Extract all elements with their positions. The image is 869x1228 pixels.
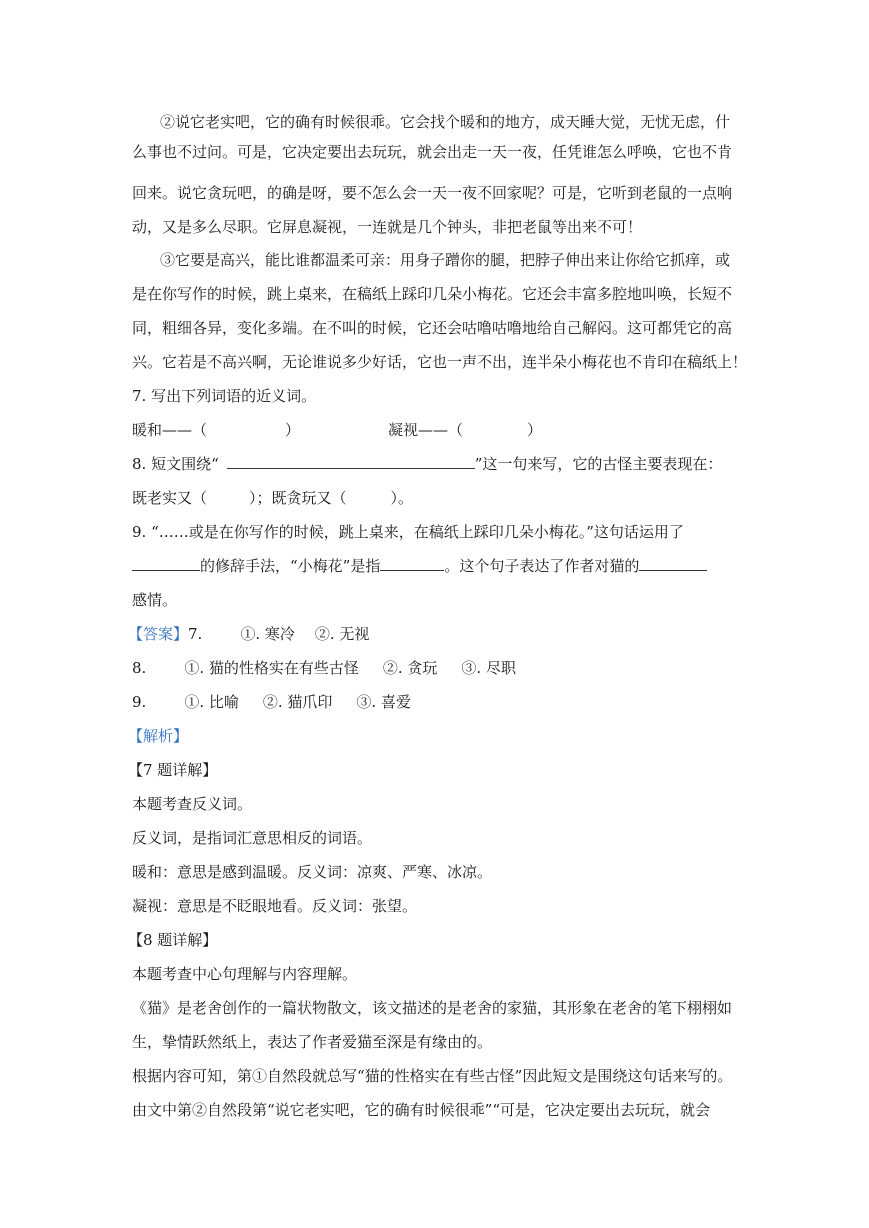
answer-9-3: ③. 喜爱 (356, 693, 411, 711)
answer-9-2: ②. 猫爪印 (262, 693, 333, 711)
answer-8-number: 8. (132, 659, 147, 677)
q9-blank-2 (380, 556, 444, 571)
q9-part-a: 的修辞手法，“小梅花”是指 (200, 557, 381, 575)
passage-p2-line-4: 动，又是多么尽职。它屏息凝视，一连就是几个钟头，非把老鼠等出来不可！ (132, 218, 643, 236)
answer-7 (128, 624, 742, 644)
question-9-line-3: 感情。 (132, 591, 178, 609)
answer-7-2: ②. 无视 (314, 625, 370, 643)
q9-blank-1 (132, 556, 200, 571)
answer-tag: 【答案】 (128, 625, 189, 643)
analysis-8-line-3: 生，挚情跃然纸上，表达了作者爱猫至深是有缘由的。 (132, 1033, 493, 1051)
question-9: 9. “……或是在你写作的时候，跳上桌来，在稿纸上踩印几朵小梅花。”这句话运用了 (132, 523, 684, 541)
analysis-tag: 【解析】 (128, 727, 189, 745)
analysis-8-line-5: 由文中第②自然段第“说它老实吧，它的确有时候很乖”“可是，它决定要出去玩玩，就会 (132, 1101, 711, 1119)
q7-item-b-close: ） (527, 421, 543, 439)
analysis-8-line-2: 《猫》是老舍创作的一篇状物散文，该文描述的是老舍的家猫，其形象在老舍的笔下栩栩如 (132, 999, 733, 1017)
passage-p3-line-3: 同，粗细各异，变化多端。在不叫的时候，它还会咕噜咕噜地给自己解闷。这可都凭它的高 (132, 319, 733, 337)
q9-part-b: 。这个句子表达了作者对猫的 (444, 557, 640, 575)
q7-item-b: 凝视——（ (388, 421, 464, 439)
question-7-blanks (132, 420, 742, 440)
q8-blank (227, 454, 475, 469)
question-7: 7. 写出下列词语的近义词。 (132, 387, 317, 405)
answer-8-1: ①. 猫的性格实在有些古怪 (184, 659, 359, 677)
answer-9-1: ①. 比喻 (184, 693, 239, 711)
answer-7-number: 7. (188, 625, 203, 643)
analysis-7-line-4: 凝视：意思是不眨眼地看。反义词：张望。 (132, 897, 418, 915)
passage-p2-line-1: ②说它老实吧，它的确有时候很乖。它会找个暖和的地方，成天睡大觉，无忧无虑，什 (160, 113, 731, 131)
analysis-heading-7: 【7 题详解】 (128, 761, 218, 779)
analysis-7-line-2: 反义词，是指词汇意思相反的词语。 (132, 829, 373, 847)
question-8-line-2 (132, 488, 742, 508)
analysis-7-line-3: 暖和：意思是感到温暖。反义词：凉爽、严寒、冰凉。 (132, 863, 493, 881)
analysis-8-line-4: 根据内容可知，第①自然段就总写“猫的性格实在有些古怪”因此短文是围绕这句话来写的。 (132, 1067, 733, 1085)
answer-8-2: ②. 贪玩 (382, 659, 438, 677)
q9-blank-3 (639, 556, 707, 571)
q8-part-c: ）。 (390, 489, 414, 507)
q7-item-a-close: ） (285, 421, 301, 439)
answer-9-number: 9. (132, 693, 147, 711)
q8-end: ”这一句来写，它的古怪主要表现在： (474, 455, 723, 473)
answer-8-3: ③. 尽职 (461, 659, 516, 677)
q8-part-a: 既老实又（ (132, 489, 208, 507)
q8-start: 8. 短文围绕“ (132, 455, 219, 473)
analysis-heading-8: 【8 题详解】 (128, 931, 218, 949)
question-9-line-2 (132, 556, 742, 576)
analysis-8-line-1: 本题考查中心句理解与内容理解。 (132, 965, 358, 983)
question-8 (132, 454, 742, 474)
answer-9 (132, 692, 742, 712)
passage-p3-line-4: 兴。它若是不高兴啊，无论谁说多少好话，它也一声不出，连半朵小梅花也不肯印在稿纸上！ (132, 353, 748, 371)
passage-p2-line-3: 回来。说它贪玩吧，的确是呀，要不怎么会一天一夜不回家呢？可是，它听到老鼠的一点响 (132, 184, 733, 202)
passage-p3-line-2: 是在你写作的时候，跳上桌来，在稿纸上踩印几朵小梅花。它还会丰富多腔地叫唤，长短不 (132, 285, 733, 303)
answer-8 (132, 658, 742, 678)
answer-7-1: ①. 寒冷 (240, 625, 295, 643)
passage-p2-line-2: 么事也不过问。可是，它决定要出去玩玩，就会出走一天一夜，任凭谁怎么呼唤，它也不肯 (132, 143, 733, 161)
analysis-7-line-1: 本题考查反义词。 (132, 795, 253, 813)
passage-p3-line-1: ③它要是高兴，能比谁都温柔可亲：用身子蹭你的腿，把脖子伸出来让你给它抓痒，或 (160, 251, 731, 269)
q8-part-b: ）；既贪玩又（ (249, 489, 347, 507)
q7-item-a: 暖和——（ (132, 421, 208, 439)
